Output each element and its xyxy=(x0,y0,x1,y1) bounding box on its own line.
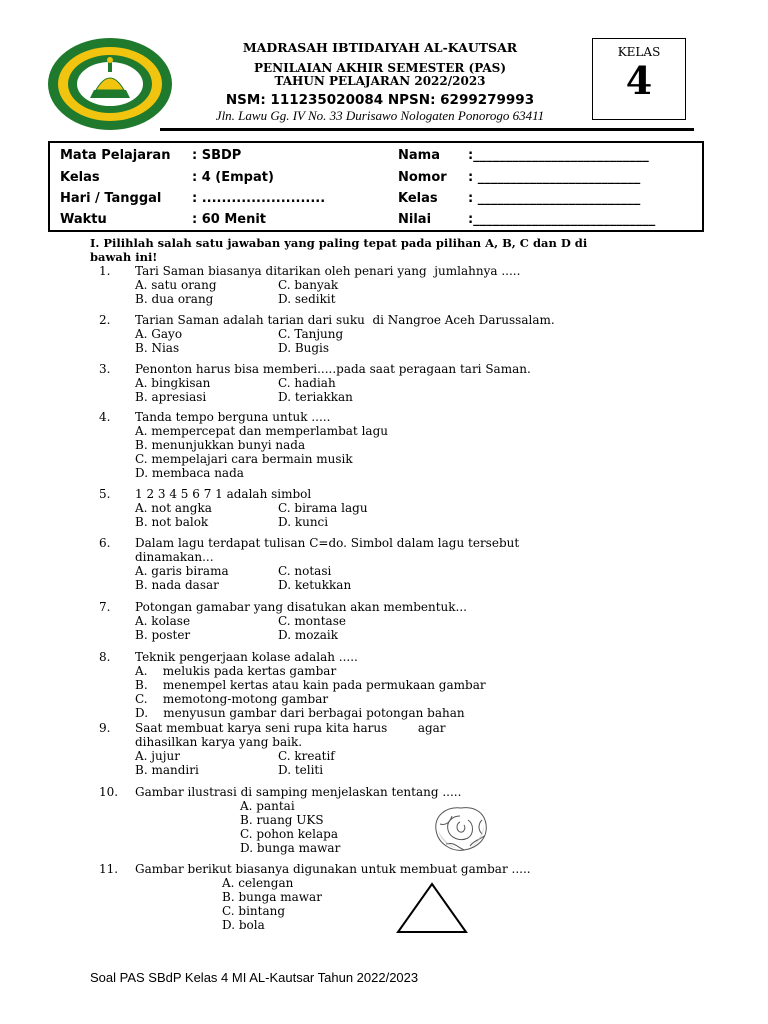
option-d: D. kunci xyxy=(278,515,329,529)
question-number: 4. xyxy=(99,410,111,424)
nilai-field: :____________________________ xyxy=(468,212,656,227)
nama-field: :___________________________ xyxy=(468,148,649,163)
kelas-info-value: : 4 (Empat) xyxy=(192,170,274,185)
option-a: A. garis birama xyxy=(135,564,229,578)
question-number: 1. xyxy=(99,264,111,278)
question-text-continued: dinamakan... xyxy=(135,550,214,564)
mapel-value: : SBDP xyxy=(192,148,242,163)
kelas-box xyxy=(592,38,686,120)
option-c: C. notasi xyxy=(278,564,332,578)
nomor-label: Nomor xyxy=(398,170,447,185)
option-b: B. Nias xyxy=(135,341,180,355)
option-b: B. nada dasar xyxy=(135,578,219,592)
option-c: C. memotong-motong gambar xyxy=(135,692,329,706)
rose-illustration xyxy=(426,800,496,856)
question-text: Gambar ilustrasi di samping menjelaskan tentang ..... xyxy=(135,785,462,799)
question-text: 1 2 3 4 5 6 7 1 adalah simbol xyxy=(135,487,312,501)
option-d: D. bola xyxy=(222,918,265,932)
question-text: Potongan gamabar yang disatukan akan membentuk... xyxy=(135,600,467,614)
option-b: B. mandiri xyxy=(135,763,199,777)
school-name: MADRASAH IBTIDAIYAH AL-KAUTSAR xyxy=(242,40,518,55)
option-d: D. Bugis xyxy=(278,341,330,355)
header-divider xyxy=(160,128,694,131)
question-text: Gambar berikut biasanya digunakan untuk membuat gambar ..... xyxy=(135,862,531,876)
mapel-label: Mata Pelajaran xyxy=(60,148,171,163)
hari-value: : ......................... xyxy=(192,191,326,206)
option-c: C. pohon kelapa xyxy=(240,827,338,841)
option-d: D. menyusun gambar dari berbagai potongan bahan xyxy=(135,706,465,720)
hari-label: Hari / Tanggal xyxy=(60,191,162,206)
question-text: Tarian Saman adalah tarian dari suku di Nangroe Aceh Darussalam. xyxy=(135,313,555,327)
question-text: Dalam lagu terdapat tulisan C=do. Simbol dalam lagu tersebut xyxy=(135,536,520,550)
option-a: A. satu orang xyxy=(135,278,217,292)
school-ids: NSM: 111235020084 NPSN: 6299279993 xyxy=(225,92,535,108)
option-a: A. celengan xyxy=(222,876,294,890)
section-instruction-line2: bawah ini! xyxy=(90,250,158,264)
section-instruction xyxy=(90,236,690,264)
question-text: Saat membuat karya seni rupa kita harus agar xyxy=(135,721,446,735)
student-info-box xyxy=(48,141,704,232)
academic-year: TAHUN PELAJARAN 2022/2023 xyxy=(274,74,486,88)
kelas2-label: Kelas xyxy=(398,191,438,206)
option-c: C. banyak xyxy=(278,278,339,292)
option-d: D. sedikit xyxy=(278,292,336,306)
question-text: Tari Saman biasanya ditarikan oleh penari yang jumlahnya ..... xyxy=(135,264,521,278)
option-c: C. montase xyxy=(278,614,346,628)
question-text: Penonton harus bisa memberi.....pada saat peragaan tari Saman. xyxy=(135,362,531,376)
triangle-illustration xyxy=(396,880,468,936)
kelas-label: KELAS xyxy=(617,45,661,59)
option-b: B. menunjukkan bunyi nada xyxy=(135,438,306,452)
question-number: 10. xyxy=(99,785,119,799)
page-footer: Soal PAS SBdP Kelas 4 MI AL-Kautsar Tahun 2022/2023 xyxy=(90,970,419,985)
option-a: A. pantai xyxy=(240,799,295,813)
option-b: B. dua orang xyxy=(135,292,214,306)
option-b: B. poster xyxy=(135,628,191,642)
question-number: 8. xyxy=(99,650,111,664)
option-a: A. bingkisan xyxy=(135,376,211,390)
option-b: B. apresiasi xyxy=(135,390,207,404)
question-number: 11. xyxy=(99,862,119,876)
option-b: B. ruang UKS xyxy=(240,813,324,827)
question-text: Teknik pengerjaan kolase adalah ..... xyxy=(135,650,358,664)
option-a: A. not angka xyxy=(135,501,212,515)
school-address: Jln. Lawu Gg. IV No. 33 Durisawo Nologaten Ponorogo 63411 xyxy=(215,108,545,123)
option-c: C. Tanjung xyxy=(278,327,344,341)
option-b: B. bunga mawar xyxy=(222,890,322,904)
nomor-field: : _________________________ xyxy=(468,170,641,185)
question-text: Tanda tempo berguna untuk ..... xyxy=(135,410,331,424)
option-a: A. mempercepat dan memperlambat lagu xyxy=(135,424,388,438)
option-c: C. mempelajari cara bermain musik xyxy=(135,452,353,466)
option-a: A. jujur xyxy=(135,749,180,763)
nama-label: Nama xyxy=(398,148,440,163)
question-number: 5. xyxy=(99,487,111,501)
option-c: C. hadiah xyxy=(278,376,336,390)
waktu-label: Waktu xyxy=(60,212,107,227)
kelas2-field: : _________________________ xyxy=(468,191,641,206)
option-d: D. teriakkan xyxy=(278,390,353,404)
waktu-value: : 60 Menit xyxy=(192,212,267,227)
option-b: B. not balok xyxy=(135,515,209,529)
question-text-continued: dihasilkan karya yang baik. xyxy=(135,735,303,749)
question-number: 2. xyxy=(99,313,111,327)
option-c: C. kreatif xyxy=(278,749,335,763)
option-b: B. menempel kertas atau kain pada permukaan gambar xyxy=(135,678,486,692)
option-a: A. Gayo xyxy=(135,327,183,341)
option-c: C. birama lagu xyxy=(278,501,368,515)
option-a: A. kolase xyxy=(135,614,191,628)
option-a: A. melukis pada kertas gambar xyxy=(135,664,337,678)
exam-title xyxy=(160,62,600,88)
exam-name: PENILAIAN AKHIR SEMESTER (PAS) xyxy=(253,61,507,75)
question-number: 7. xyxy=(99,600,111,614)
option-d: D. ketukkan xyxy=(278,578,352,592)
option-d: D. teliti xyxy=(278,763,324,777)
option-d: D. mozaik xyxy=(278,628,339,642)
question-number: 9. xyxy=(99,721,111,735)
option-d: D. bunga mawar xyxy=(240,841,341,855)
kelas-number: 4 xyxy=(625,58,653,103)
option-d: D. membaca nada xyxy=(135,466,244,480)
kelas-info-label: Kelas xyxy=(60,170,100,185)
option-c: C. bintang xyxy=(222,904,286,918)
question-number: 3. xyxy=(99,362,111,376)
question-number: 6. xyxy=(99,536,111,550)
section-instruction-line1: I. Pilihlah salah satu jawaban yang paling tepat pada pilihan A, B, C dan D di xyxy=(90,236,588,250)
nilai-label: Nilai xyxy=(398,212,432,227)
